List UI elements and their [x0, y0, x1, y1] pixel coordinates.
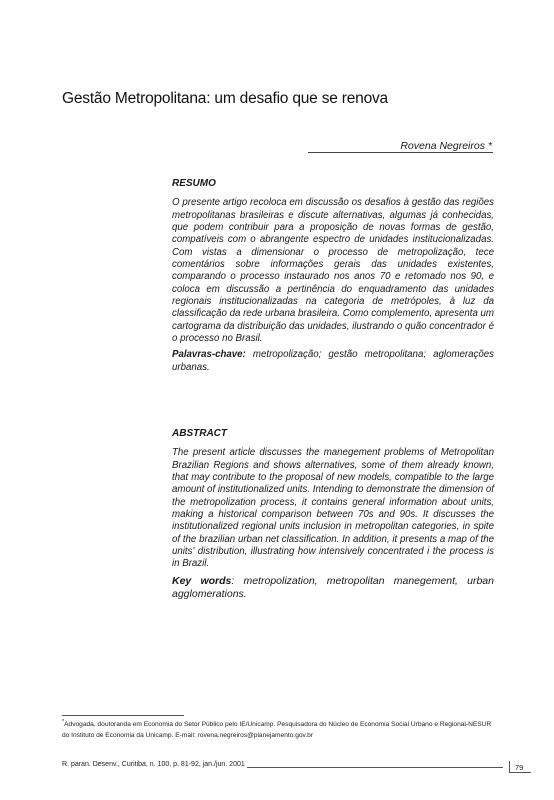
author-divider	[308, 152, 493, 153]
article-title: Gestão Metropolitana: um desafio que se renova	[62, 90, 388, 107]
abstract-keywords	[172, 575, 494, 601]
page-footer	[62, 761, 524, 775]
resumo-heading: RESUMO	[172, 178, 216, 189]
abstract-heading: ABSTRACT	[172, 428, 227, 439]
resumo-keywords-label: Palavras-chave:	[172, 349, 246, 361]
footnote-marker: *	[62, 719, 65, 725]
author-footnote	[62, 717, 497, 741]
author-name: Rovena Negreiros	[400, 140, 485, 152]
resumo-keywords	[172, 349, 494, 374]
resumo-section	[172, 178, 494, 374]
abstract-keywords-label: Key words	[172, 574, 232, 587]
resumo-keywords-text: metropolização; gestão metropolitana; aglomerações urbanas.	[172, 349, 494, 373]
footnote-text: Advogada, doutoranda em Economia do Setor Público pelo IE/Unicamp. Pesquisadora do Núcleo de Economia Social Urbano e Regional-NESUR do Instituto de Economia da Unicamp. E-mail: rovena.negreiros@planejamento.gov.br	[62, 721, 492, 740]
author-line	[400, 140, 492, 152]
abstract-section	[172, 428, 494, 601]
abstract-keywords-text: : metropolization, metropolitan manegement, urban agglomerations.	[172, 574, 494, 600]
resumo-body: O presente artigo recoloca em discussão os desafios à gestão das regiões metropolitanas brasileiras e discute alternativas, algumas já conhecidas, que podem contribuir para a proposição de novas formas de gestão, compatíveis com o abrangente espectro de unidades institucionalizadas. Com vistas a dimensionar o processo de metropolização, tece comentários sobre informações gerais das unidades existentes, comparando o processo instaurado nos anos 70 e retomado nos 90, e coloca em discussão a pertinência do enquadramento das unidades regionais institucionalizadas na categoria de metrópoles, à luz da classificação da rede urbana brasileira. Como complemento, apresenta um cartograma da distribuição das unidades, ilustrando o quão concentrador é o processo no Brasil.	[172, 197, 495, 345]
author-footnote-marker: *	[487, 140, 492, 152]
footnote-divider	[62, 715, 184, 716]
journal-citation: R. paran. Desenv., Curitiba, n. 100, p. 81-92, jan./jun. 2001	[62, 761, 245, 768]
footer-divider	[247, 767, 503, 768]
abstract-body: The present article discusses the manegement problems of Metropolitan Brazilian Regions and shows alternatives, some of them already known, that may contribute to the proposal of new models, compatible to the large amount of institutionalized units. Intending to demonstrate the dimension of the metropolization process, it contains general information about units, making a historical comparison between 70s and 90s. It discusses the institutionalized regional units inclusion in metropolitan categories, in spite of the brazilian urban net classification. In addition, it presents a map of the units' distribution, illustrating how intensively concentrated i the process is in Brazil.	[172, 447, 494, 570]
page-number: 79	[515, 763, 524, 772]
